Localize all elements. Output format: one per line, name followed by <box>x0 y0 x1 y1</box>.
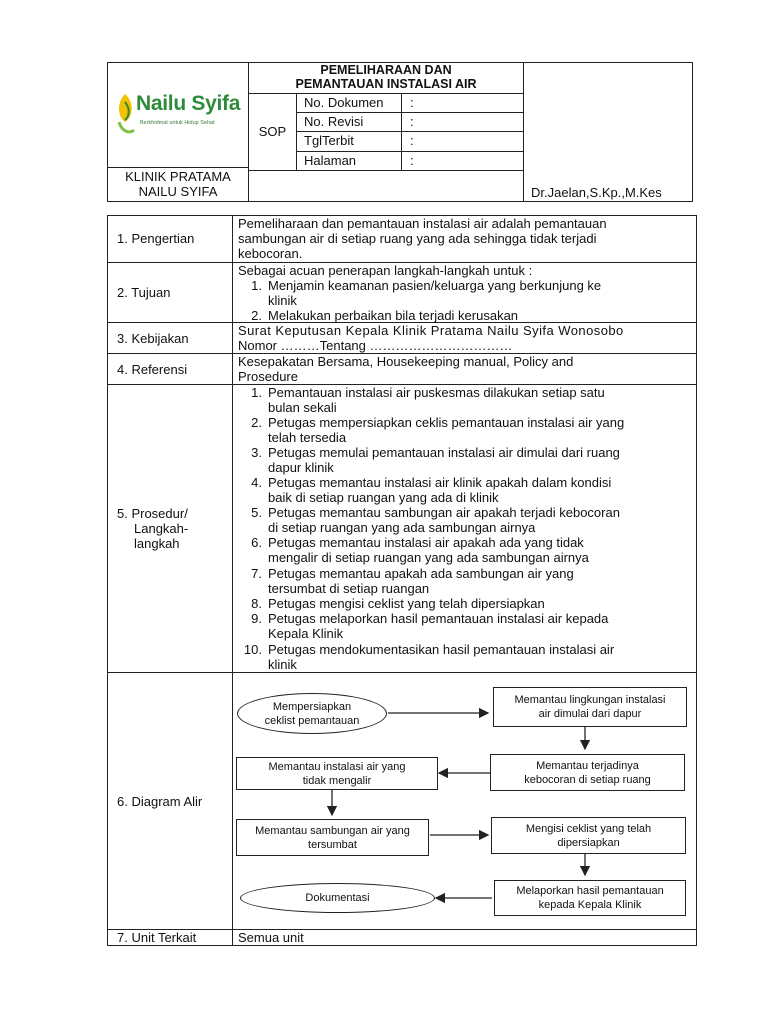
section-label-prosedur: langkah <box>134 536 180 551</box>
list-item-cont: klinik <box>268 657 297 672</box>
section-label-diagram: 6. Diagram Alir <box>117 794 203 809</box>
list-item-cont: klinik <box>268 293 297 308</box>
pengertian-text: sambungan air di setiap ruang yang ada sehingga tidak terjadi <box>238 231 597 246</box>
flow-node-documentation: Dokumentasi <box>240 883 435 913</box>
section-label-kebijakan: 3. Kebijakan <box>117 331 189 346</box>
section-label-unit: 7. Unit Terkait <box>117 930 197 945</box>
referensi-text: Kesepakatan Bersama, Housekeeping manual, Policy and <box>238 354 574 369</box>
pengertian-text: Pemeliharaan dan pemantauan instalasi air adalah pemantauan <box>238 216 607 231</box>
field-separator: : <box>410 95 414 110</box>
flow-node-fill-checklist: Mengisi ceklist yang telah dipersiapkan <box>491 817 686 854</box>
field-label: No. Revisi <box>304 114 364 129</box>
list-item-cont: tersumbat di setiap ruangan <box>268 581 430 596</box>
field-separator: : <box>410 153 414 168</box>
list-item-cont: dapur klinik <box>268 460 334 475</box>
unit-value: Semua unit <box>238 930 304 945</box>
list-item-cont: mengalir di setiap ruangan yang ada sambungan airnya <box>268 550 589 565</box>
kebijakan-text: Surat Keputusan Kepala Klinik Pratama Nailu Syifa Wonosobo <box>238 323 624 338</box>
referensi-text: Prosedure <box>238 369 298 384</box>
field-label: No. Dokumen <box>304 95 384 110</box>
field-separator: : <box>410 114 414 129</box>
list-item-cont: Kepala Klinik <box>268 626 344 641</box>
clinic-name-line1: KLINIK PRATAMA <box>125 169 231 184</box>
section-label-tujuan: 2. Tujuan <box>117 285 171 300</box>
clinic-name-line2: NAILU SYIFA <box>138 184 218 199</box>
kebijakan-text: Nomor ………Tentang …………………………… <box>238 338 513 353</box>
doc-title-line1: PEMELIHARAAN DAN <box>320 63 452 77</box>
field-label: TglTerbit <box>304 133 354 148</box>
list-item-cont: bulan sekali <box>268 400 337 415</box>
field-label: Halaman <box>304 153 357 168</box>
section-label-referensi: 4. Referensi <box>117 362 188 377</box>
flow-node-leak: Memantau terjadinya kebocoran di setiap ruang <box>490 754 685 791</box>
signatory: Dr.Jaelan,S.Kp.,M.Kes <box>531 185 662 200</box>
list-item-cont: di setiap ruangan yang ada sambungan airnya <box>268 520 536 535</box>
section-label-pengertian: 1. Pengertian <box>117 231 195 246</box>
flow-node-prepare: Mempersiapkan ceklist pemantauan <box>237 693 387 734</box>
field-separator: : <box>410 133 414 148</box>
flow-node-start-monitor: Memantau lingkungan instalasi air dimulai dari dapur <box>493 687 687 727</box>
section-label-prosedur: Langkah- <box>134 521 189 536</box>
sop-label: SOP <box>258 124 287 139</box>
pengertian-text: kebocoran. <box>238 246 303 261</box>
logo-tagline: Berkhidmat untuk Hidup Sehat <box>140 120 215 126</box>
logo-name: Nailu Syifa <box>136 92 241 115</box>
list-item-cont: baik di setiap ruangan yang ada di klinik <box>268 490 499 505</box>
flow-node-not-flowing: Memantau instalasi air yang tidak mengalir <box>236 757 438 790</box>
section-label-prosedur: 5. Prosedur/ <box>117 506 188 521</box>
flow-node-report: Melaporkan hasil pemantauan kepada Kepala Klinik <box>494 880 686 916</box>
tujuan-intro: Sebagai acuan penerapan langkah-langkah untuk : <box>238 263 533 278</box>
doc-title-line2: PEMANTAUAN INSTALASI AIR <box>295 77 477 91</box>
flow-node-clogged: Memantau sambungan air yang tersumbat <box>236 819 429 856</box>
list-item-cont: telah tersedia <box>268 430 347 445</box>
